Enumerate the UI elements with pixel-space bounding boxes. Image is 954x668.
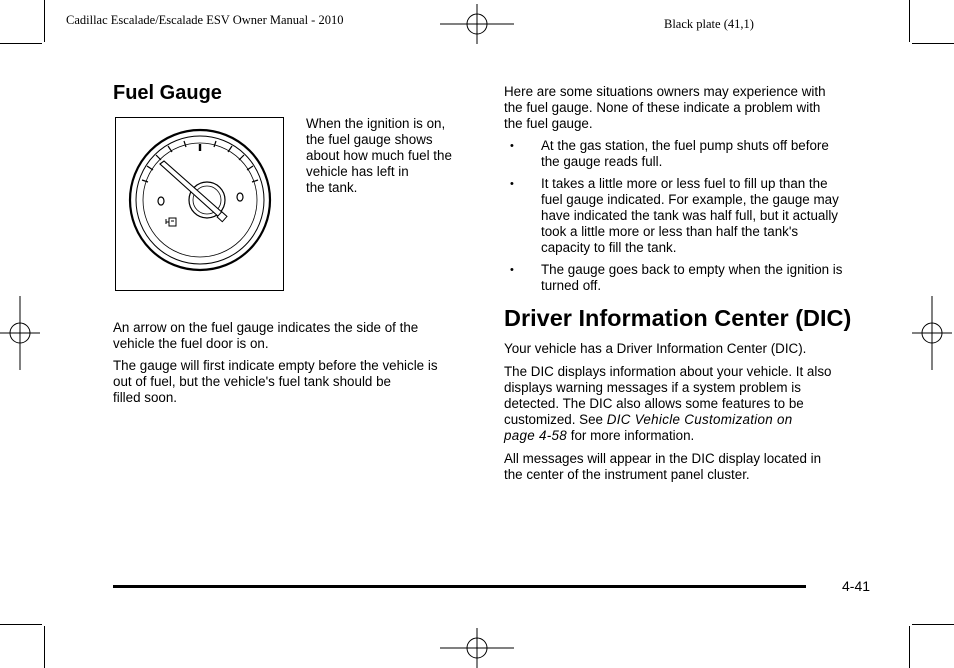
fuel-gauge-intro [306,116,452,196]
text-line: detected. The DIC also allows some features to be [504,396,804,411]
dic-paragraph-3 [504,451,821,483]
text-line: An arrow on the fuel gauge indicates the side of the [113,320,419,335]
text-line: capacity to fill the tank. [541,240,677,255]
fuel-gauge-illustration [116,118,283,290]
bullet-text [541,262,842,294]
dic-paragraph-2 [504,364,831,444]
fuel-gauge-heading: Fuel Gauge [113,82,222,104]
fuel-gauge-figure [115,117,284,291]
manual-title: Cadillac Escalade/Escalade ESV Owner Manual - 2010 [66,13,344,27]
text-line: the fuel gauge shows [306,132,433,147]
text-line: The gauge goes back to empty when the ignition is [541,262,843,277]
text-line: the fuel gauge. None of these indicate a problem with [504,100,821,115]
registration-mark-left [0,296,40,370]
text-span: for more information. [567,428,695,443]
empty-indication-paragraph [113,358,438,406]
text-line: All messages will appear in the DIC display located in [504,451,822,466]
page-reference-link[interactable]: page 4-58 [504,428,568,443]
situations-intro [504,84,826,132]
text-line: took a little more or less than half the tank's [541,224,799,239]
crop-mark [44,0,45,42]
registration-mark-right [912,296,952,370]
crop-mark [909,626,910,668]
text-line: the fuel gauge. [504,116,593,131]
bullet-icon: • [510,264,514,276]
bullet-icon: • [510,178,514,190]
bullet-icon: • [510,140,514,152]
crop-mark [0,43,42,44]
crop-mark [44,626,45,668]
text-line: the center of the instrument panel cluster. [504,467,750,482]
crop-mark [912,624,954,625]
text-line: Here are some situations owners may experience with [504,84,826,99]
text-line: At the gas station, the fuel pump shuts off before [541,138,829,153]
text-line: vehicle the fuel door is on. [113,336,269,351]
text-line: The DIC displays information about your vehicle. It also [504,364,832,379]
text-line [504,428,831,444]
text-line: When the ignition is on, [306,116,446,131]
text-line: The gauge will first indicate empty before the vehicle is [113,358,438,373]
page-number: 4-41 [842,578,871,594]
text-line: the tank. [306,180,358,195]
dic-heading: Driver Information Center (DIC) [504,305,852,331]
text-line: It takes a little more or less fuel to fill up than the [541,176,828,191]
text-line: the gauge reads full. [541,154,663,169]
dic-customization-link[interactable]: DIC Vehicle Customization on [606,412,793,427]
text-line: have indicated the tank was half full, but it actually [541,208,839,223]
text-line: out of fuel, but the vehicle's fuel tank should be [113,374,391,389]
text-line: turned off. [541,278,602,293]
crop-mark [912,43,954,44]
text-span: customized. See [504,412,607,427]
text-line [504,412,831,428]
crop-mark [909,0,910,42]
registration-mark-top [440,4,514,44]
text-line: displays warning messages if a system problem is [504,380,801,395]
bullet-text [541,138,829,170]
footer-rule [113,585,806,588]
plate-label: Black plate (41,1) [664,17,754,31]
crop-mark [0,624,42,625]
text-line: Your vehicle has a Driver Information Center (DIC). [504,341,807,356]
text-line: vehicle has left in [306,164,409,179]
registration-mark-bottom [440,628,514,668]
text-line: fuel gauge indicated. For example, the gauge may [541,192,839,207]
text-line: about how much fuel the [306,148,452,163]
text-line: filled soon. [113,390,178,405]
bullet-text [541,176,839,256]
dic-paragraph-1 [504,341,806,357]
fuel-door-arrow-paragraph [113,320,418,352]
